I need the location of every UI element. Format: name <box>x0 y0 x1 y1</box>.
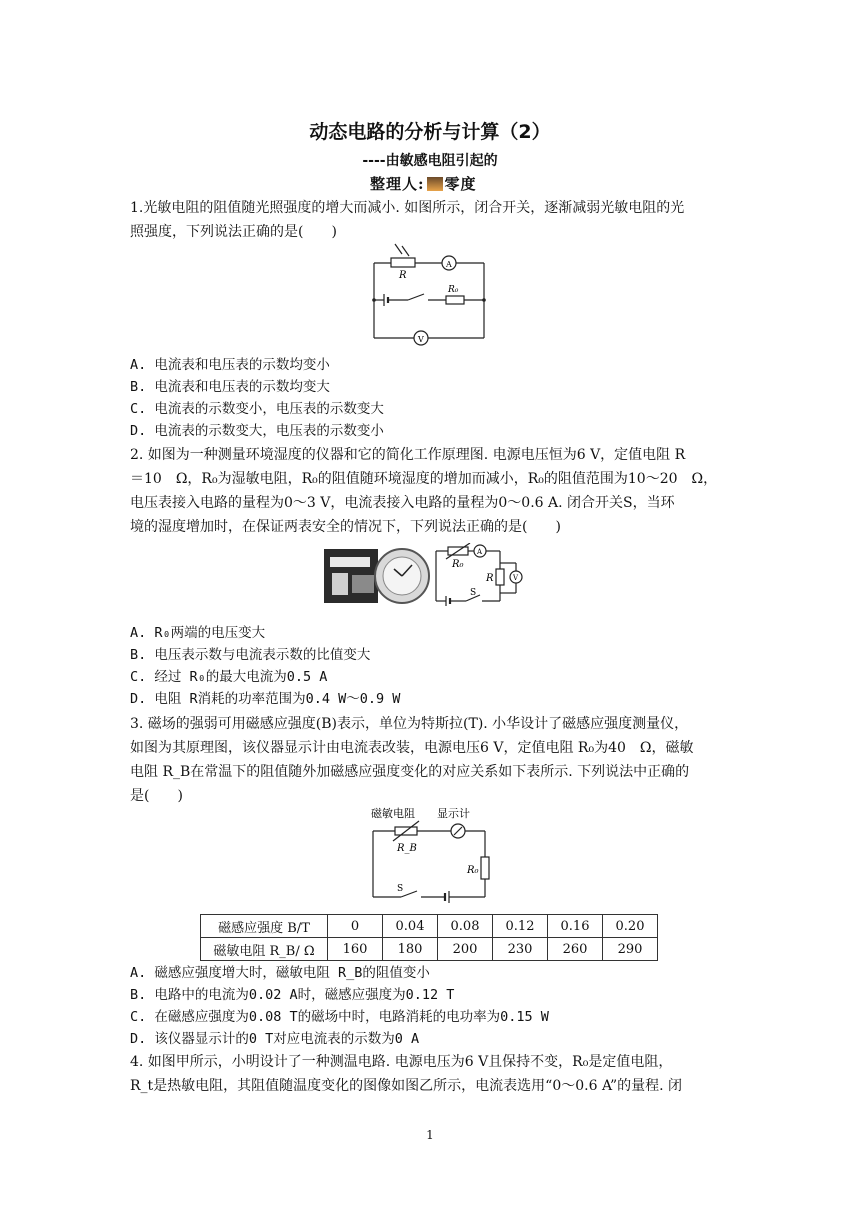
q4-stem <box>130 1050 730 1098</box>
author-name: 零度 <box>444 175 477 193</box>
table-cell: 160 <box>328 938 383 961</box>
q1-options <box>130 354 384 442</box>
label-rb: R_B <box>397 843 417 854</box>
q2-option-a: A. R₀两端的电压变大 <box>130 625 266 641</box>
resistor-r <box>496 569 504 585</box>
q1-option-c: C. 电流表的示数变小，电压表的示数变大 <box>130 401 384 417</box>
q2-stem-line3: 电压表接入电路的量程为0～3 V，电流表接入电路的量程为0～0.6 A. 闭合开关S，当环 <box>130 495 675 511</box>
table-cell: 0.12 <box>493 915 548 938</box>
q3-option-d: D. 该仪器显示计的0 T对应电流表的示数为0 A <box>130 1031 420 1047</box>
q1-stem-line1: 1.光敏电阻的阻值随光照强度的增大而减小. 如图所示，闭合开关，逐渐减弱光敏电阻的光 <box>130 200 685 216</box>
table-cell: 0 <box>328 915 383 938</box>
label-s: S <box>470 588 477 598</box>
q2-stem-line4: 境的湿度增加时，在保证两表安全的情况下，下列说法正确的是( ) <box>130 519 561 535</box>
q2-option-d: D. 电阻 R消耗的功率范围为0.4 W～0.9 W <box>130 691 401 707</box>
table-row <box>201 915 658 938</box>
label-v: V <box>513 574 519 582</box>
q3-stem-line3: 电阻 R_B在常温下的阻值随外加磁感应强度变化的对应关系如下表所示. 下列说法中正确的 <box>130 764 690 780</box>
q3-option-c: C. 在磁感应强度为0.08 T的磁场中时，电路消耗的电功率为0.15 W <box>130 1009 549 1025</box>
q3-stem-line1: 3. 磁场的强弱可用磁感应强度(B)表示，单位为特斯拉(T). 小华设计了磁感应强度测量仪， <box>130 716 689 732</box>
label-v: V <box>418 335 424 344</box>
q3-circuit-diagram <box>365 805 495 910</box>
resistor-r0 <box>446 296 464 304</box>
q4-stem-line1: 4. 如图甲所示，小明设计了一种测温电路. 电源电压为6 V且保持不变，R₀是定值电阻， <box>130 1054 673 1070</box>
resistor-r0 <box>481 857 489 879</box>
label-r0: R₀ <box>452 559 464 570</box>
q2-option-b: B. 电压表示数与电流表示数的比值变大 <box>130 647 371 663</box>
table-cell: 200 <box>438 938 493 961</box>
label-r: R <box>399 270 407 281</box>
q3-option-b: B. 电路中的电流为0.02 A时，磁感应强度为0.12 T <box>130 987 455 1003</box>
table-cell: 0.04 <box>383 915 438 938</box>
q1-option-b: B. 电流表和电压表的示数均变大 <box>130 379 330 395</box>
q2-stem <box>130 443 730 539</box>
table-row <box>201 938 658 961</box>
q4-stem-line2: R_t是热敏电阻，其阻值随温度变化的图像如图乙所示，电流表选用“0～0.6 A”的量程. 闭 <box>130 1078 683 1094</box>
label-r: R <box>486 573 494 584</box>
q2-stem-line1: 2. 如图为一种测量环境湿度的仪器和它的简化工作原理图. 电源电压恒为6 V，定值电阻 R <box>130 447 686 463</box>
q1-stem-line2: 照强度，下列说法正确的是( ) <box>130 224 337 240</box>
q2-hygrometer-photo <box>322 543 430 608</box>
label-display-meter: 显示计 <box>437 807 470 820</box>
q1-stem <box>130 196 730 244</box>
table-cell: 180 <box>383 938 438 961</box>
page-subtitle: ----由敏感电阻引起的 <box>362 153 498 169</box>
table-cell: 260 <box>548 938 603 961</box>
table-cell: 0.08 <box>438 915 493 938</box>
q3-option-a: A. 磁感应强度增大时，磁敏电阻 R_B的阻值变小 <box>130 965 430 981</box>
photoresistor-r <box>391 258 415 267</box>
table-header-rb: 磁敏电阻 R_B/ Ω <box>201 938 328 961</box>
label-s: S <box>397 884 404 894</box>
table-header-b: 磁感应强度 B/T <box>201 915 328 938</box>
q3-stem-line2: 如图为其原理图，该仪器显示计由电流表改装，电源电压6 V，定值电阻 R₀为40 Ω，磁敏 <box>130 740 694 756</box>
label-r0: R₀ <box>448 285 459 295</box>
q2-options <box>130 622 400 710</box>
label-r0: R₀ <box>467 865 479 876</box>
q3-options <box>130 962 549 1050</box>
page-number: 1 <box>426 1128 434 1142</box>
label-a: A <box>477 548 483 556</box>
q3-data-table <box>200 914 658 961</box>
sunset-icon <box>427 177 443 191</box>
label-a: A <box>446 260 452 269</box>
q1-option-d: D. 电流表的示数变大，电压表的示数变小 <box>130 423 384 439</box>
q2-stem-line2: ＝10 Ω，R₀为湿敏电阻，R₀的阻值随环境湿度的增加而减小，R₀的阻值范围为10～20 Ω， <box>130 471 718 487</box>
q3-stem-line4: 是( ) <box>130 788 183 804</box>
q1-option-a: A. 电流表和电压表的示数均变小 <box>130 357 330 373</box>
page-title: 动态电路的分析与计算（2） <box>309 121 551 143</box>
q3-stem <box>130 712 730 808</box>
table-cell: 0.20 <box>603 915 658 938</box>
q2-option-c: C. 经过 R₀的最大电流为0.5 A <box>130 669 328 685</box>
label-magnetoresistor: 磁敏电阻 <box>371 807 415 820</box>
table-cell: 230 <box>493 938 548 961</box>
author-line <box>370 173 477 194</box>
author-prefix: 整理人: <box>370 175 425 193</box>
table-cell: 290 <box>603 938 658 961</box>
q1-circuit-diagram <box>368 240 493 350</box>
q2-circuit-diagram <box>432 543 532 608</box>
table-cell: 0.16 <box>548 915 603 938</box>
